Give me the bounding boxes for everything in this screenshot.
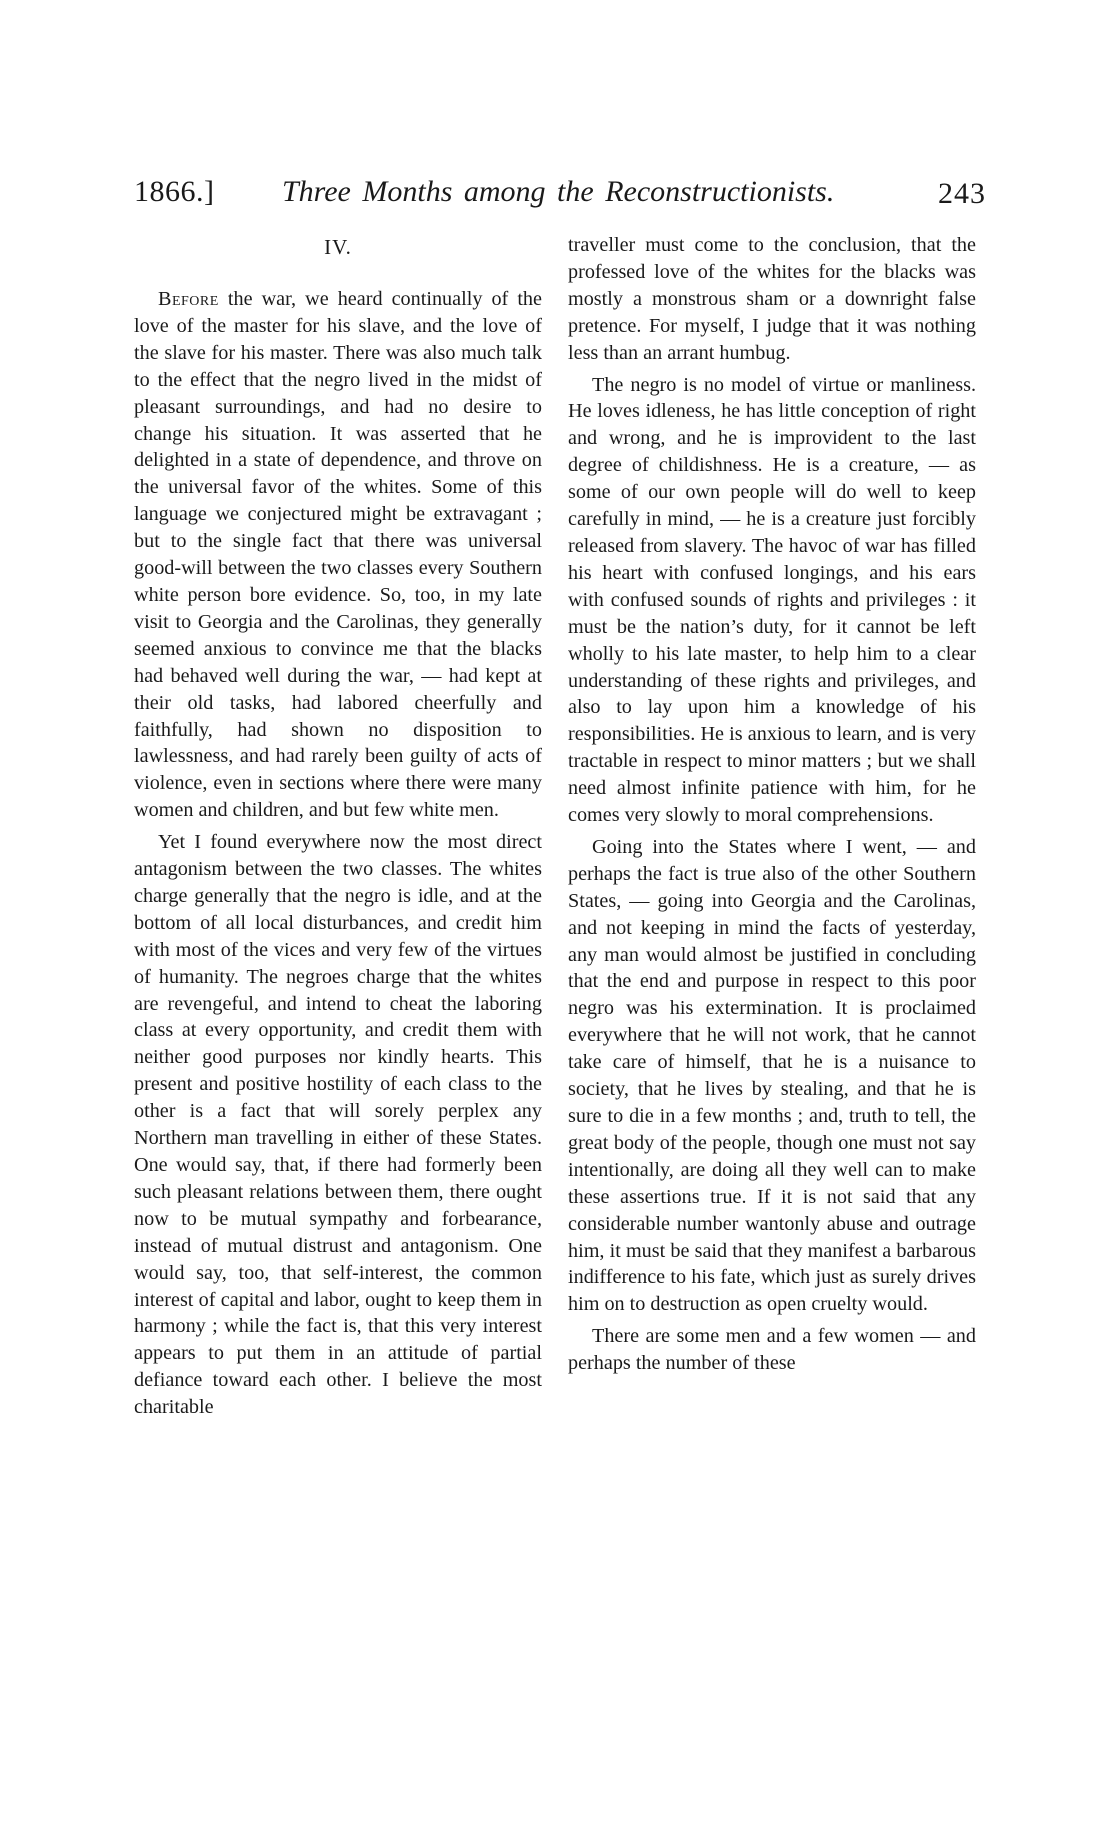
paragraph bbox=[134, 286, 542, 824]
page-number: 243 bbox=[938, 177, 986, 210]
paragraph: There are some men and a few women — and perhaps the number of these bbox=[568, 1325, 976, 1375]
paragraph-text: the war, we heard continually of the love of the master for his slave, and the love of the slave for his master. There was also much talk to the effect that the negro lived in the midst of pleasant surroundings, and had no desire to change his situation. It was asserted that he delighted in a state of dependence, and throve on the universal favor of the whites. Some of this language we conjectured might be extravagant ; but to the single fact that there was universal good-will between the two classes every Southern white person bore evidence. So, too, in my late visit to Georgia and the Carolinas, they generally seemed anxious to convince me that the blacks had behaved well during the war, — had kept at their old tasks, had labored cheerfully and faithfully, had shown no disposition to lawlessness, and had rarely been guilty of acts of violence, even in sections where there were many women and children, and but few white men. bbox=[134, 288, 542, 822]
paragraph: The negro is no model of virtue or manliness. He loves idleness, he has little conception of right and wrong, and he is improvident to the last degree of childishness. He is a creature, — as some of our own people will do well to keep carefully in mind, — he is a creature just forcibly released from slavery. The havoc of war has filled his heart with confused longings, and his ears with confused sounds of rights and privileges : it must be the nation’s duty, for it cannot be left wholly to his late master, to help him to a clear understanding of these rights and privileges, and also to lay upon him a knowledge of his responsibilities. He is anxious to learn, and is very tractable in respect to minor matters ; but we shall need almost infinite patience with him, for he comes very slowly to moral comprehensions. bbox=[568, 373, 976, 827]
paragraph: Yet I found everywhere now the most direct antagonism between the two classes. The whites charge generally that the negro is idle, and at the bottom of all local disturbances, and credit him with most of the vices and very few of the virtues of humanity. The negroes charge that the whites are revengeful, and intend to cheat the laboring class at every opportunity, and credit them with neither good purposes nor kindly hearts. This present and positive hostility of each class to the other is a fact that will sorely perplex any Northern man travelling in either of these States. One would say, that, if there had formerly been such pleasant relations between them, there ought now to be mutual sympathy and forbearance, instead of mutual distrust and antagonism. One would say, too, that self-interest, the common interest of capital and labor, ought to keep them in harmony ; while the fact is, that this very interest appears to put them in an attitude of partial defiance toward each other. I believe the most charitable bbox=[134, 831, 542, 1419]
opening-word: Before bbox=[158, 288, 219, 310]
section-number: IV. bbox=[324, 235, 352, 259]
running-head-year: 1866.] bbox=[134, 175, 215, 208]
right-column bbox=[568, 232, 976, 1377]
paragraph-continued: traveller must come to the conclusion, that the professed love of the whites for the blacks was mostly a monstrous sham or a downright false pretence. For myself, I judge that it was nothing less than an arrant humbug. bbox=[568, 234, 976, 364]
paragraph: Going into the States where I went, — and perhaps the fact is true also of the other Southern States, — going into Georgia and the Carolinas, and not keeping in mind the facts of yesterday, any man would almost be justified in concluding that the end and purpose in respect to this poor negro was his extermination. It is proclaimed everywhere that he will not work, that he cannot take care of himself, that he is a nuisance to society, that he lives by stealing, and that he is sure to die in a few months ; and, truth to tell, the great body of the people, though one must not say intentionally, are doing all they well can to make these assertions true. If it is not said that any considerable number wantonly abuse and outrage him, it must be said that they manifest a barbarous indifference to his fate, which just as surely drives him on to destruction as open cruelty would. bbox=[568, 835, 976, 1316]
running-head bbox=[134, 172, 986, 212]
left-column bbox=[134, 232, 542, 1421]
running-head-title: Three Months among the Reconstructionists. bbox=[282, 175, 835, 208]
